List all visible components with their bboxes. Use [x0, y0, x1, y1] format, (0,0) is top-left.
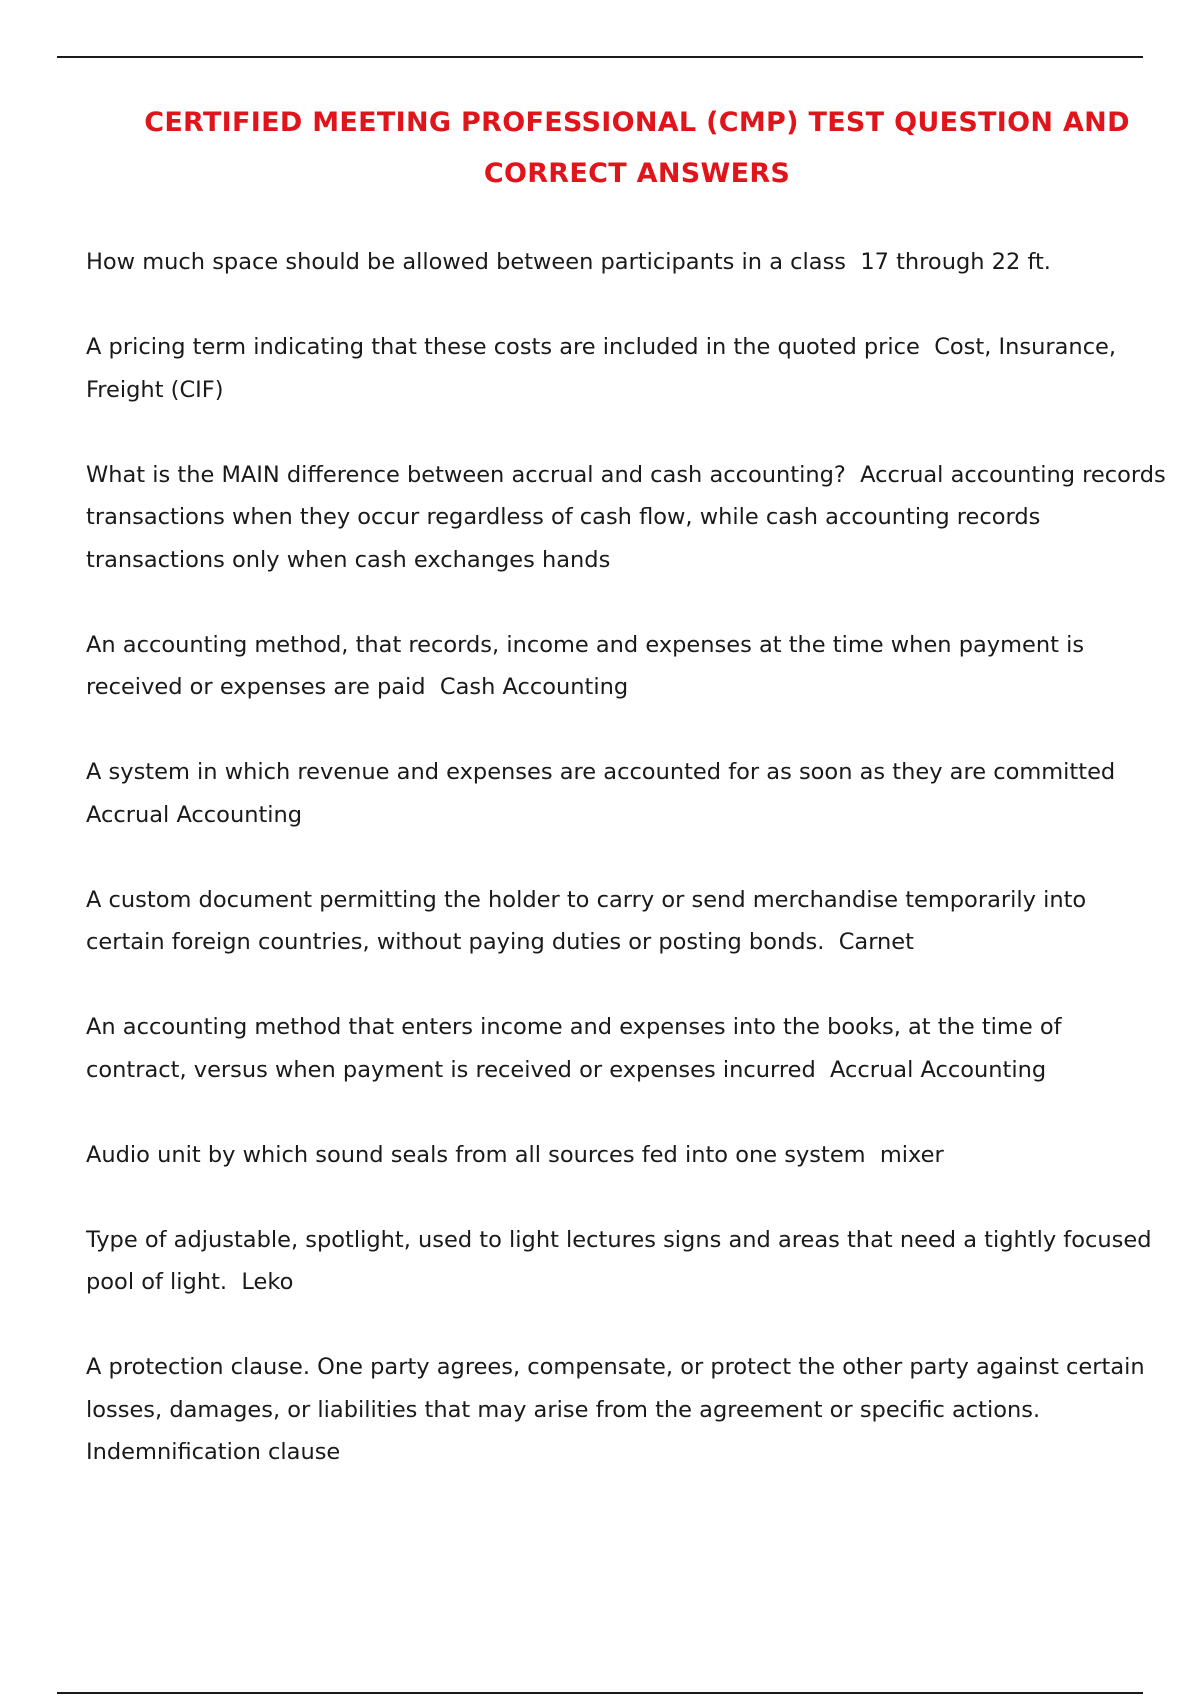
qa-item: A custom document permitting the holder to carry or send merchandise temporarily into certain foreign countries, without paying duties or posting bonds. Carnet [86, 886, 1094, 955]
qa-item: A protection clause. One party agrees, compensate, or protect the other party against certain losses, damages, or liabilities that may arise from the agreement or specific actions. Indemnification clause [86, 1354, 1152, 1465]
qa-item: Type of adjustable, spotlight, used to light lectures signs and areas that need a tightly focused pool of light. Leko [86, 1226, 1159, 1295]
qa-item: What is the MAIN difference between accrual and cash accounting? Accrual accounting records transactions when they occur regardless of cash flow, while cash accounting records transactions only when cash exchanges hands [86, 461, 1173, 573]
qa-item: An accounting method that enters income and expenses into the books, at the time of contract, versus when payment is received or expenses incurred Accrual Accounting [86, 1014, 1069, 1083]
top-divider [57, 56, 1143, 58]
qa-list [86, 241, 1173, 1516]
qa-item: A pricing term indicating that these costs are included in the quoted price Cost, Insurance, Freight (CIF) [86, 334, 1124, 403]
qa-item: How much space should be allowed between participants in a class 17 through 22 ft. [86, 249, 1051, 275]
page-title: CERTIFIED MEETING PROFESSIONAL (CMP) TEST QUESTION AND CORRECT ANSWERS [144, 107, 1130, 189]
qa-item: A system in which revenue and expenses are accounted for as soon as they are committed Accrual Accounting [86, 759, 1130, 828]
qa-item: An accounting method, that records, income and expenses at the time when payment is received or expenses are paid Cash Accounting [86, 631, 1092, 700]
bottom-divider [57, 1692, 1143, 1694]
qa-item: Audio unit by which sound seals from all sources fed into one system mixer [86, 1141, 944, 1168]
